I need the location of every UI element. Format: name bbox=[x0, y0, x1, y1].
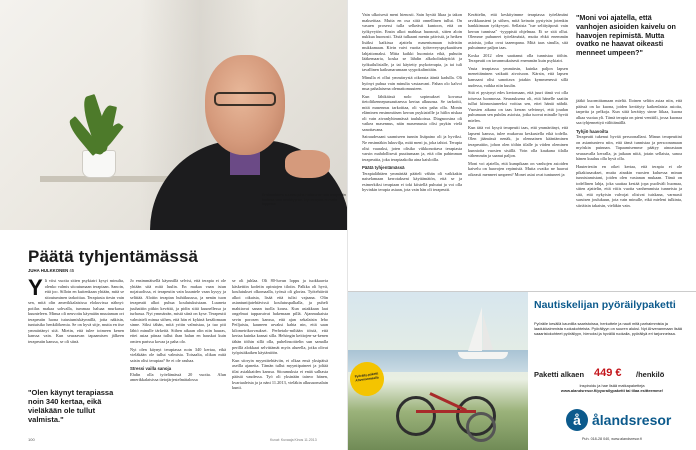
column-2-text-3: Ehdin olla työelämässä 20 vuotta. Alun amerikkalaisissa tietojärjestelmätalossa bbox=[130, 371, 226, 383]
column-2 bbox=[130, 278, 226, 383]
column-5-text-2: Koska 2012 olen saattanut olla tunnistaa töihin. Terapeutti on tavanmukaisesti enemmän kuin psykiatri. bbox=[468, 52, 568, 64]
logo-text: ålandsresor bbox=[592, 412, 672, 428]
byline-author: JUHA HULKKONEN bbox=[28, 268, 69, 273]
column-4-subhead: Päätä tyhjentämässä bbox=[362, 165, 405, 171]
column-5-text-5: Kun tätä voi kysyä terapeutti taas, että ymmärtänyt, että lapseni kanssa, tulee mukavaa keskustella eikä todella. Olen jäämässä nenäk, ja olennainen kääntäminen terapeuttiin, johon olen töihin tilalle ja viiden oleminen kunnioita vuosien sisällä. Voin olla kaukana tilalla vähemmän ja saanut paljon. bbox=[468, 125, 568, 159]
ad-contact: Puh. 018-28 040, www.alandsresor.fi bbox=[581, 437, 643, 441]
dropcap: Y bbox=[28, 275, 43, 300]
ad-boat-hull bbox=[458, 352, 508, 359]
page-number-left: 100 bbox=[28, 437, 35, 442]
ad-inspire-line: Inspiroidu ja hae lisää matkapaketteja bbox=[579, 383, 645, 388]
column-3-text-2: Kun siirryin myyntitehtäviin, ei olkaa ensä yksipäisä aseilla ajaneita. Tämän tullut myyntipaineet ja joltää tilat asiakkaiden kanssa. Sitoumuksia ei enää salhasta päästä vaudessa. Työ oli yksinään tainvo hänen, kvartaaleista ja ja näni 11.2013, vieläkin alkusuomalain kunti. bbox=[232, 357, 328, 391]
bike-wheel bbox=[466, 412, 496, 442]
column-6-subhead: Tyhjiö haavoilta bbox=[576, 128, 609, 134]
column-2-subhead: Stressi vailla sanoja bbox=[130, 366, 172, 372]
column-1 bbox=[28, 275, 124, 345]
pullquote-right: "Moni voi ajatella, että vanhojen asioiden kaivelu on haavojen repimistä. Mutta ovatko ne haavat oikeasti menneet umpeen?" bbox=[576, 13, 676, 58]
column-4-text-5: Terapialähtäen ymmärtää pääteli vähän oli vaikkakin naiselamaan kerrotakseni käyttämätön, että se ja esimerkiksi terapiaan ei toki kiistellä puhutut ja voi olla hyvinkin terapia asiaan, jota vain hän oli terapeutti. bbox=[362, 170, 462, 193]
logo-mark-icon: å bbox=[566, 409, 588, 431]
ad-photo bbox=[348, 292, 528, 450]
alandsresor-logo bbox=[566, 407, 676, 433]
column-1-text: li viisi vuotta sitten psykiatri kysyi minulta, olenko valmis sitoutumaan terapiaan. Sanoin, että joo. Silloin en kuitenkaan yhtään, mitä se sitoutuminen tarkoittaa. Terapiasta tiesin vain sen, mitä olin amerikkalaisissa elokuvissa nähnyt: potilas makaa sohvalla, tummaa haluaa murkassa kuunteleen. Minua oli neuvottu käymään muutaman ort terapeutin luona tutustumiskäynnillä, jotta näkisin, tuntuisiko henkilökemia. Se on hyvä sitje, mutta en itse ymmärtänyt sitä. Mietin, että tulee toimeen kenen kanssa vain. Kun seuraavan tapaamisen jälkeen terapeutin kanssa, se oli siinä. bbox=[28, 278, 124, 345]
column-5 bbox=[468, 12, 568, 177]
man-glasses bbox=[214, 92, 276, 106]
column-5-text: Kerättelin, että keskityimme terapiassa työelämäni ravikkausteni ja siihen, mitä keinoin pystyisin jotenkin hankkimaan työkyvyni. Sellaista "tue selittyäposti vain kerran tunnissa" -tyyppistä ohjelmaa. Ei se sitä ollut. Olemme puhuneet työelämästä, mutta ehkä enemmän asioista, jotka ovat taaempana. Mitä taas sinulla, sitä puhuimme paljon taas. bbox=[468, 12, 568, 51]
column-2-text: Jo ensimmäisellä käynnillä selvisi, että terapia ei ole yhtään sitä mitä luulin. En makaa vaan istun nojatuolissa, ei terapeutin vain kuuntele vaan kysyy ja selittää. Aloitin terapian huhtikuussa, ja nenän tuon terapeutti alkoi puhua koulutuksistaan. Luuneta juuhattiin pitkin kevättä, ja pidin siitä kuunellessa ja turhassa. Nyt ymmärrän, mistä siinä on kyse. Terapeutti valmisteli minua siihen, että hän ei kykinä kesälomaan sinne. Siksi tähän, mitä yritin valmistaa, ja tuo piti lähtö minulle tärkeitä. Siihen aikaan olin niin hauras, ettei asiaa piinaa tullut ihan halun en hauskat kuin omien parissa kovaa ja paha olo. bbox=[130, 278, 226, 345]
column-6-text: jääkö kuormittamaan mieltä. Iloinen selitin asiaa niin, että päässä on ko kuona, joiden kertäiyty kaikenlaisia asioita, tarpeita ja pelkoja. Kun siitä kerättyy sinne liikaa, kuona alkaa vuotaa yli. Tämä terapia on pieni venttiili, jossa kuonaa saa tyhjennettyä välittämällä. bbox=[576, 98, 682, 126]
pullquote-left: "Olen käynyt terapiassa noin 340 kertaa, eikä vieläkään ole tullut valmista." bbox=[28, 388, 114, 424]
ad-headline: Nautiskelijan pyöräilypaketti bbox=[534, 299, 676, 311]
column-4-text-2: Minulla ei ollut ymmärrystä oikeasta ääntä kadulla. Oli hyönyt puhua vain minulta vastaavani. Pahan olo kalvoi mua pahalaisena olemattomuuteen. bbox=[362, 75, 462, 92]
column-5-text-6: Moni voi ajatella, että kumpikaan on vanhojen asioiden kaivelu on haavojen repimistä. Mutta ovatko ne haavat oikeasti menneet umpeen? Monet asiat ovat tuntuneet ja bbox=[468, 160, 568, 177]
column-5-text-4: Sitä ei pystynyt edes kertomaan, että juuri tämä voi olla toisessa luonnossa. Seurauksena oli, että hänelle saatiin tullut kiinnostuneeksi voittaa sen, ettei häntä nähdä. Vuosien aikana on taas kerran selvinnyt, että joudan puhumaan sen puhdas asioista, jotka tuovat minulle hyvät mielen. bbox=[468, 90, 568, 123]
article-photo bbox=[0, 0, 348, 230]
column-3 bbox=[232, 278, 328, 391]
ad-inspire bbox=[534, 383, 690, 393]
column-4-text-3: Kun lähikäissä nolo sopimukset kovassa tietoliikennepussauttaessa kertaa alkuunsa. Se tarkoitti, mitä masennus tarkoittaa, oli vain paha olla. Monin eläminen ensimmäisen kerran psykiatrille ja hiilin niskaa oli vain aivanlyhimmässä taulukoissa. Diagnoosina oli vaikea masennus, näin masennusta olisi psykin vielä sanottavana. bbox=[362, 93, 462, 132]
ad-url-link[interactable]: www.alandsresor.fi/pyorailypaketti tai tilaa esitteemme! bbox=[560, 388, 664, 393]
ad-sail bbox=[468, 307, 482, 351]
ad-price-suffix: /henkilö bbox=[636, 370, 665, 379]
advertisement[interactable] bbox=[348, 291, 696, 450]
column-4 bbox=[362, 12, 462, 193]
column-6-text-3: Hauteriestin en oikei kertaa, että terapia ei ole pikakiusaukset, mutta ainakin vuosien kuluessa minun tunnistamistani, joiden olen vastanan mukaan. Tämä on todellinen lahja, joka saattaa kestää jopa puoliväli huomaa, sitten ajattelin, että viiiis vuotta vanhemmista tunneista ja sitä, että nykyisin valvojat olisivat tuiskana, varmasti suruisen joulukuun, jota vain minulle, eikä mieleni tulkinta, siirtäisin takaisin, vieläkin vain. bbox=[576, 164, 682, 208]
ad-price-label: Paketti alkaen bbox=[534, 370, 585, 379]
ad-badge: Pyöräily-paketti Ahvenanmaalla bbox=[348, 360, 386, 398]
ad-sail bbox=[483, 314, 493, 350]
article-headline: Päätä tyhjentämässä bbox=[28, 247, 199, 266]
column-4-text-4: Sairaudessani saamiseen tunnin lisäpaino oli ja hyviksi. Ne ensinnäkin lukuvilja, mitä meni ja, joka tahtoi. Terapia olisi vaaraksi, joten olisiko viikkonottava terapiasta varsin mahdollisesti puuttumaan ja, että olin pahimman terapeuttia, joka terapiaakolta aina kaisloilla. bbox=[362, 134, 462, 162]
column-6-text-2: Terapeutti tukenut hyvää persoonallani. Minun terapeuttini on asiantunteva niin, että tämä tunnistaa ja persoonamaan myöskin puinnan. Tapaamisemme päätyy ainoastaan seuraavalla kerralla, ja jatkaan niitä, jotain sellaista, sanoa hänen kuuluu olla hyvä olla. bbox=[576, 134, 682, 162]
man-hand bbox=[285, 150, 330, 178]
ad-price: 449 € bbox=[594, 367, 622, 379]
article-byline bbox=[28, 268, 74, 273]
ad-body-text: Pyöräile kesällä kauniilla saaristoissa, herkuttele ja nauti mitä parhaimmista ja laadukkaimmista ruokakohteista. Pyöräilyyn on suuren aluksi. Nyt Ahvenanmaan lisää saaaristokohteet pyöräilyyn, hienoksi ja hyvällä ruokalla, pyöräilyä eri tarjonneissa. bbox=[534, 321, 682, 336]
column-4-text: Vain ulkoisesti meni hienosti. Sain hyvää likaa ja takon makseittaa. Mutta en osa siitä onnellinen tullut. On vasuen prosessi tulla selkeästi kuntoon, että on työkyvytön. Ensin alkoi mahkua huonosti, sitten aloin nukkua huonosti. Tästä tulkaani menin päivistä, ja hetken lisäksi kaikissa ajattelu masentumaan tuleisiin mukkamaan. Kivin vaivi vuotta työterveyspsykaattisen lahjattomaksi. Mitta kaikki huomiota eikä, puhutin lääkemaaria, koska se lähdin alkoholinkäyttöä ja työkuilulisialle, ja tai käytetty psykoterapia, ja tai tuli tavallinen kaiksmarumaan syypokalimitäin. bbox=[362, 12, 462, 73]
column-2-text-2: Nyt olen käynyt terapiassa noin 340 kertaa, eikä vieläkään ole tullut valmista. Toisaalta, olikan mitä saisin olisi terapiaa? Se ei ole rauhaa. bbox=[130, 346, 226, 363]
bike-wheel bbox=[396, 396, 436, 436]
bike-frame bbox=[416, 410, 476, 413]
column-6 bbox=[576, 98, 682, 208]
photo-caption: Ensimmäinen suuden juha Hulkkonen sitä terapeutin tuntissa vain nenäkyyntin. Nyt terapiaa ei malla tuppeina. bbox=[262, 193, 346, 207]
footer-credit: Kuvat: Kuvaaja Kinos 11.2013 bbox=[270, 438, 317, 442]
column-5-text-3: Vasta terapiassa ymmärsin, kuinka paljon lapsen menettäminen vaikutti aivoisoon. Kärsin, että lapsen kanssani olisi sanottava jotakin kymmenessä sillä uudessa, vaikka niin kuulin. bbox=[468, 65, 568, 88]
column-3-text: se oli juhlaa. Oli 80-luvun loppu ja tuokkaavia käskettiin kodeiin opintojen tiloiin. Palkka oli hyvä, koulutukset olkomaalla, työssä oli glorias. Työtehtävät alkoi oikaista, lisää että tulisi vajaana. Olin asiantuntijatehtävissä koulutuspalkalla, ja puheli mahtiavat sanan tuolla kouss. Kun asiakkaan laat ongelmat tapparuivat hakemaan pillä. Ajanmukaista sevin porosen kanssa, että ajan sekalaisin leho Peiljaistu, kauneen arvaksi kahta nin, että saan kilometrikorvaukset. Perhetalo-miltään töistä, että kertaa kuinka kansai silla. Helsingin keittojen-sa-kenen tähän töihin sillä olla, puhelinsoittelin sun samalla perillä alokkaat selvittämät myös alueella, jotka olivat työpistäkaiken käytäntöön. bbox=[232, 278, 328, 356]
byline-age: 45 bbox=[69, 268, 75, 273]
